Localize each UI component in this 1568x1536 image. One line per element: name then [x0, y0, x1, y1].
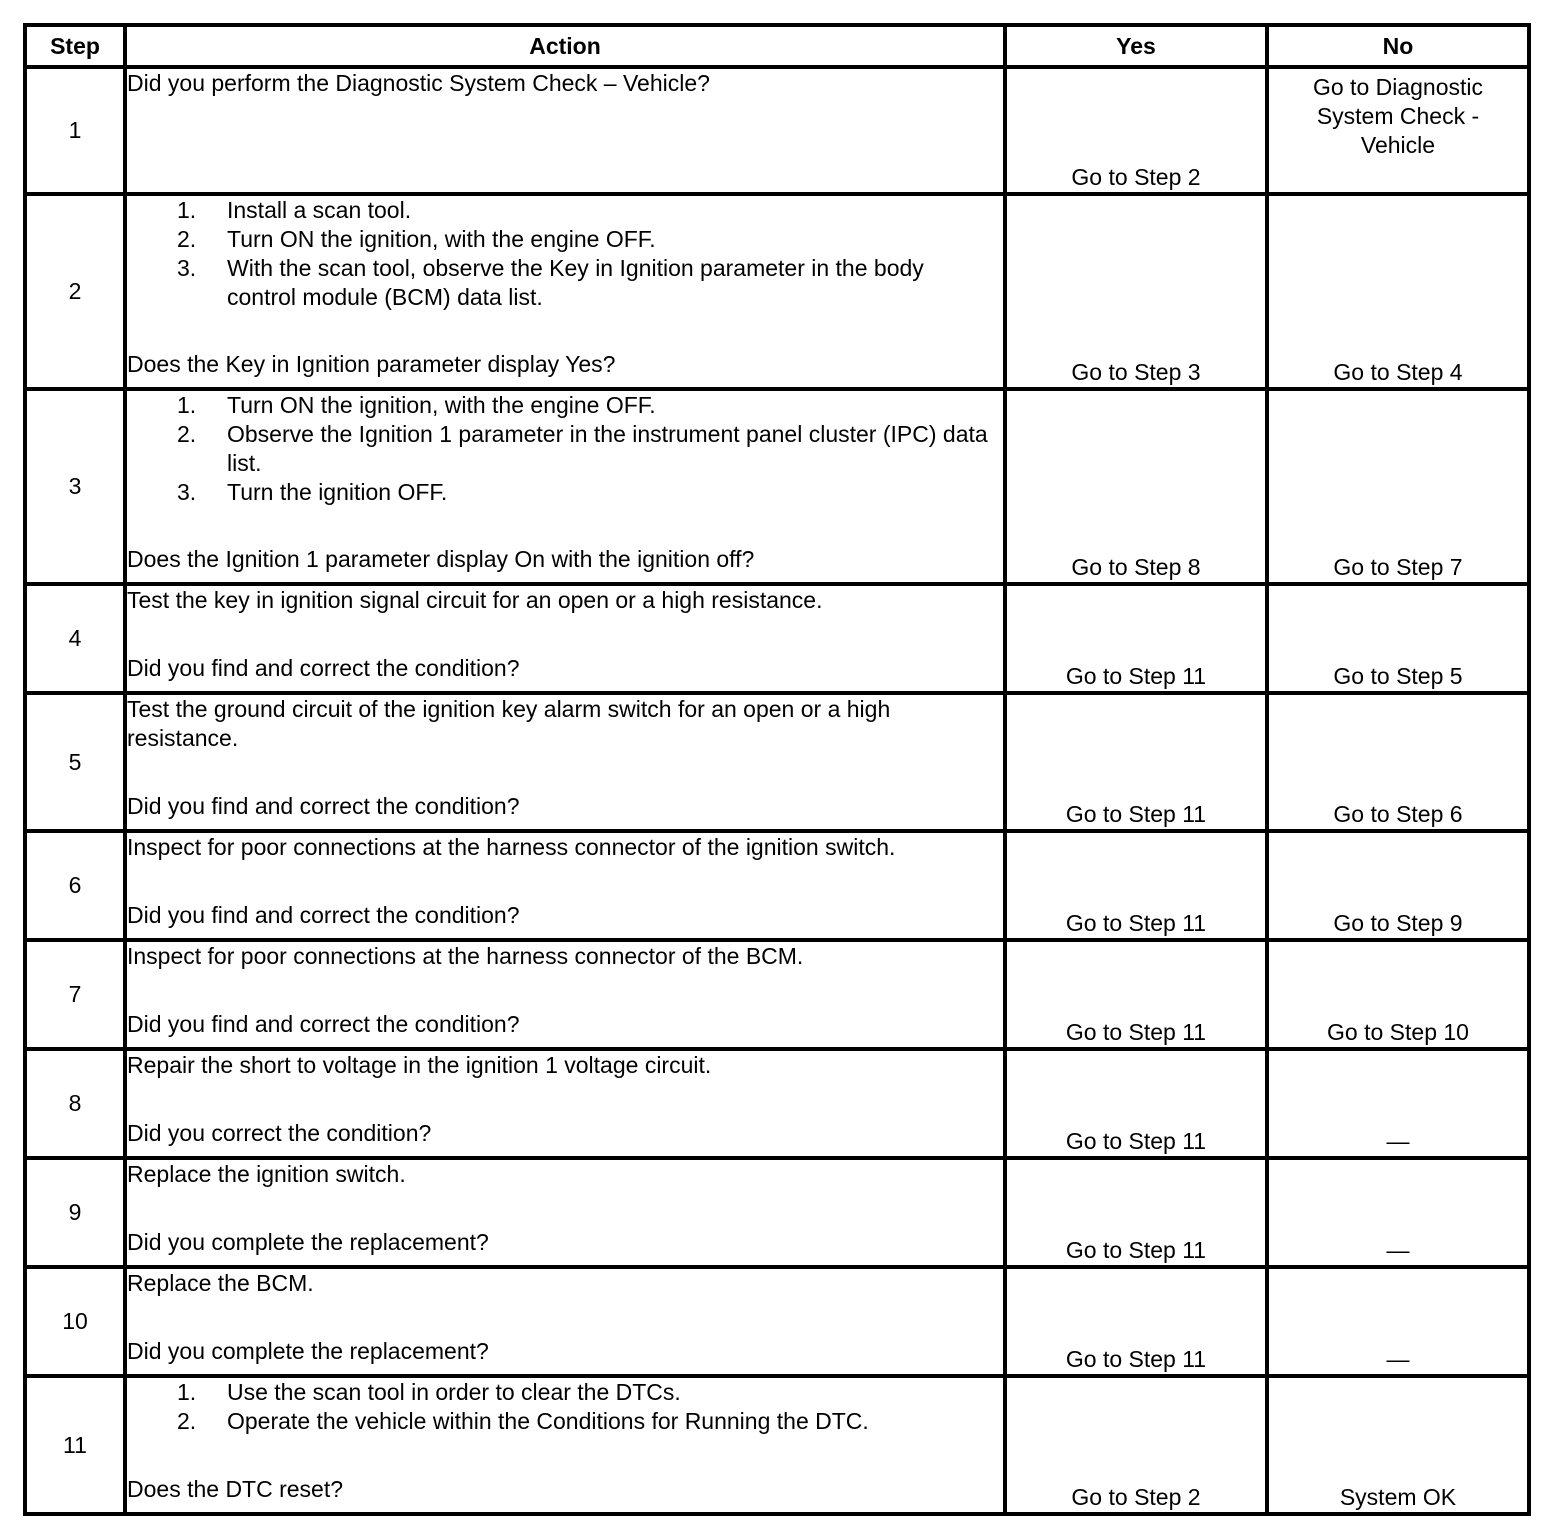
table-row: [25, 1376, 1529, 1514]
table-row: [25, 831, 1529, 940]
yes-result: Go to Step 11: [1005, 584, 1267, 693]
yes-result: Go to Step 2: [1005, 1376, 1267, 1514]
action-cell: [125, 1158, 1005, 1267]
instruction-item: [177, 196, 1003, 225]
action-text: Test the ground circuit of the ignition key alarm switch for an open or a high resistance.: [127, 696, 891, 751]
action-content: [127, 1051, 1003, 1080]
no-result: Go to Step 9: [1267, 831, 1529, 940]
header-action: Action: [125, 25, 1005, 67]
instruction-text: Turn ON the ignition, with the engine OFF.: [227, 226, 656, 252]
action-content: [127, 1378, 1003, 1436]
instruction-text: Use the scan tool in order to clear the DTCs.: [227, 1379, 681, 1405]
action-content: [127, 1269, 1003, 1298]
instruction-item: [177, 478, 1003, 507]
instruction-text: With the scan tool, observe the Key in Ignition parameter in the body control module (BCM) data list.: [227, 255, 924, 310]
instruction-list: [127, 1378, 1003, 1436]
instruction-number: 2.: [177, 1408, 197, 1434]
instruction-number: 2.: [177, 421, 197, 447]
header-yes: Yes: [1005, 25, 1267, 67]
action-text: Inspect for poor connections at the harness connector of the ignition switch.: [127, 834, 896, 860]
instruction-number: 3.: [177, 479, 197, 505]
action-question: Did you find and correct the condition?: [127, 655, 520, 681]
no-result: Go to Step 4: [1267, 194, 1529, 389]
table-row: [25, 194, 1529, 389]
step-number: 10: [25, 1267, 125, 1376]
table-row: [25, 940, 1529, 1049]
action-cell: [125, 67, 1005, 194]
action-cell: [125, 831, 1005, 940]
instruction-item: [177, 420, 1003, 478]
action-text: Replace the ignition switch.: [127, 1161, 406, 1187]
action-question: Did you correct the condition?: [127, 1120, 432, 1146]
step-number: 1: [25, 67, 125, 194]
action-content: [127, 1160, 1003, 1189]
instruction-item: [177, 1378, 1003, 1407]
yes-result: Go to Step 11: [1005, 940, 1267, 1049]
action-text: Did you perform the Diagnostic System Check – Vehicle?: [127, 70, 710, 96]
action-content: [127, 942, 1003, 971]
no-result: Go to Diagnostic System Check - Vehicle: [1267, 67, 1529, 194]
instruction-item: [177, 225, 1003, 254]
action-text: Test the key in ignition signal circuit for an open or a high resistance.: [127, 587, 823, 613]
yes-result: Go to Step 11: [1005, 831, 1267, 940]
action-question: Does the Key in Ignition parameter display Yes?: [127, 351, 616, 377]
action-cell: [125, 940, 1005, 1049]
action-cell: [125, 1267, 1005, 1376]
action-question: Did you complete the replacement?: [127, 1229, 489, 1255]
diagnostic-table: [23, 23, 1531, 1516]
instruction-list: [127, 196, 1003, 312]
instruction-text: Install a scan tool.: [227, 197, 412, 223]
yes-result: Go to Step 2: [1005, 67, 1267, 194]
no-result: Go to Step 5: [1267, 584, 1529, 693]
header-step: Step: [25, 25, 125, 67]
action-content: [127, 695, 1003, 753]
table-row: [25, 584, 1529, 693]
step-number: 11: [25, 1376, 125, 1514]
instruction-number: 1.: [177, 392, 197, 418]
instruction-list: [127, 391, 1003, 507]
instruction-number: 1.: [177, 197, 197, 223]
action-text: Inspect for poor connections at the harness connector of the BCM.: [127, 943, 804, 969]
yes-result: Go to Step 8: [1005, 389, 1267, 584]
step-number: 4: [25, 584, 125, 693]
instruction-text: Operate the vehicle within the Conditions for Running the DTC.: [227, 1408, 869, 1434]
action-cell: [125, 194, 1005, 389]
no-result: Go to Step 10: [1267, 940, 1529, 1049]
action-question: Does the DTC reset?: [127, 1476, 344, 1502]
instruction-item: [177, 254, 1003, 312]
action-cell: [125, 693, 1005, 831]
action-content: [127, 69, 1003, 98]
yes-result: Go to Step 11: [1005, 1158, 1267, 1267]
no-result: System OK: [1267, 1376, 1529, 1514]
yes-result: Go to Step 11: [1005, 693, 1267, 831]
action-content: [127, 833, 1003, 862]
instruction-number: 2.: [177, 226, 197, 252]
action-cell: [125, 389, 1005, 584]
no-result: —: [1267, 1158, 1529, 1267]
action-text: Repair the short to voltage in the ignition 1 voltage circuit.: [127, 1052, 712, 1078]
yes-result: Go to Step 11: [1005, 1267, 1267, 1376]
instruction-item: [177, 391, 1003, 420]
action-question: Did you complete the replacement?: [127, 1338, 489, 1364]
no-result: —: [1267, 1049, 1529, 1158]
action-question: Did you find and correct the condition?: [127, 1011, 520, 1037]
no-result: —: [1267, 1267, 1529, 1376]
instruction-text: Observe the Ignition 1 parameter in the instrument panel cluster (IPC) data list.: [227, 421, 988, 476]
instruction-text: Turn ON the ignition, with the engine OFF.: [227, 392, 656, 418]
action-question: Did you find and correct the condition?: [127, 793, 520, 819]
step-number: 7: [25, 940, 125, 1049]
action-content: [127, 586, 1003, 615]
action-cell: [125, 1376, 1005, 1514]
action-cell: [125, 1049, 1005, 1158]
instruction-item: [177, 1407, 1003, 1436]
table-row: [25, 693, 1529, 831]
action-question: Does the Ignition 1 parameter display On with the ignition off?: [127, 546, 755, 572]
step-number: 9: [25, 1158, 125, 1267]
table-row: [25, 1158, 1529, 1267]
step-number: 8: [25, 1049, 125, 1158]
header-row: [25, 25, 1529, 67]
table-row: [25, 1049, 1529, 1158]
instruction-number: 1.: [177, 1379, 197, 1405]
header-no: No: [1267, 25, 1529, 67]
yes-result: Go to Step 11: [1005, 1049, 1267, 1158]
step-number: 3: [25, 389, 125, 584]
no-result: Go to Step 7: [1267, 389, 1529, 584]
action-content: [127, 391, 1003, 507]
action-question: Did you find and correct the condition?: [127, 902, 520, 928]
step-number: 6: [25, 831, 125, 940]
no-result: Go to Step 6: [1267, 693, 1529, 831]
yes-result: Go to Step 3: [1005, 194, 1267, 389]
table-row: [25, 389, 1529, 584]
table-row: [25, 1267, 1529, 1376]
step-number: 5: [25, 693, 125, 831]
instruction-text: Turn the ignition OFF.: [227, 479, 448, 505]
action-cell: [125, 584, 1005, 693]
step-number: 2: [25, 194, 125, 389]
instruction-number: 3.: [177, 255, 197, 281]
action-content: [127, 196, 1003, 312]
action-text: Replace the BCM.: [127, 1270, 314, 1296]
table-row: [25, 67, 1529, 194]
